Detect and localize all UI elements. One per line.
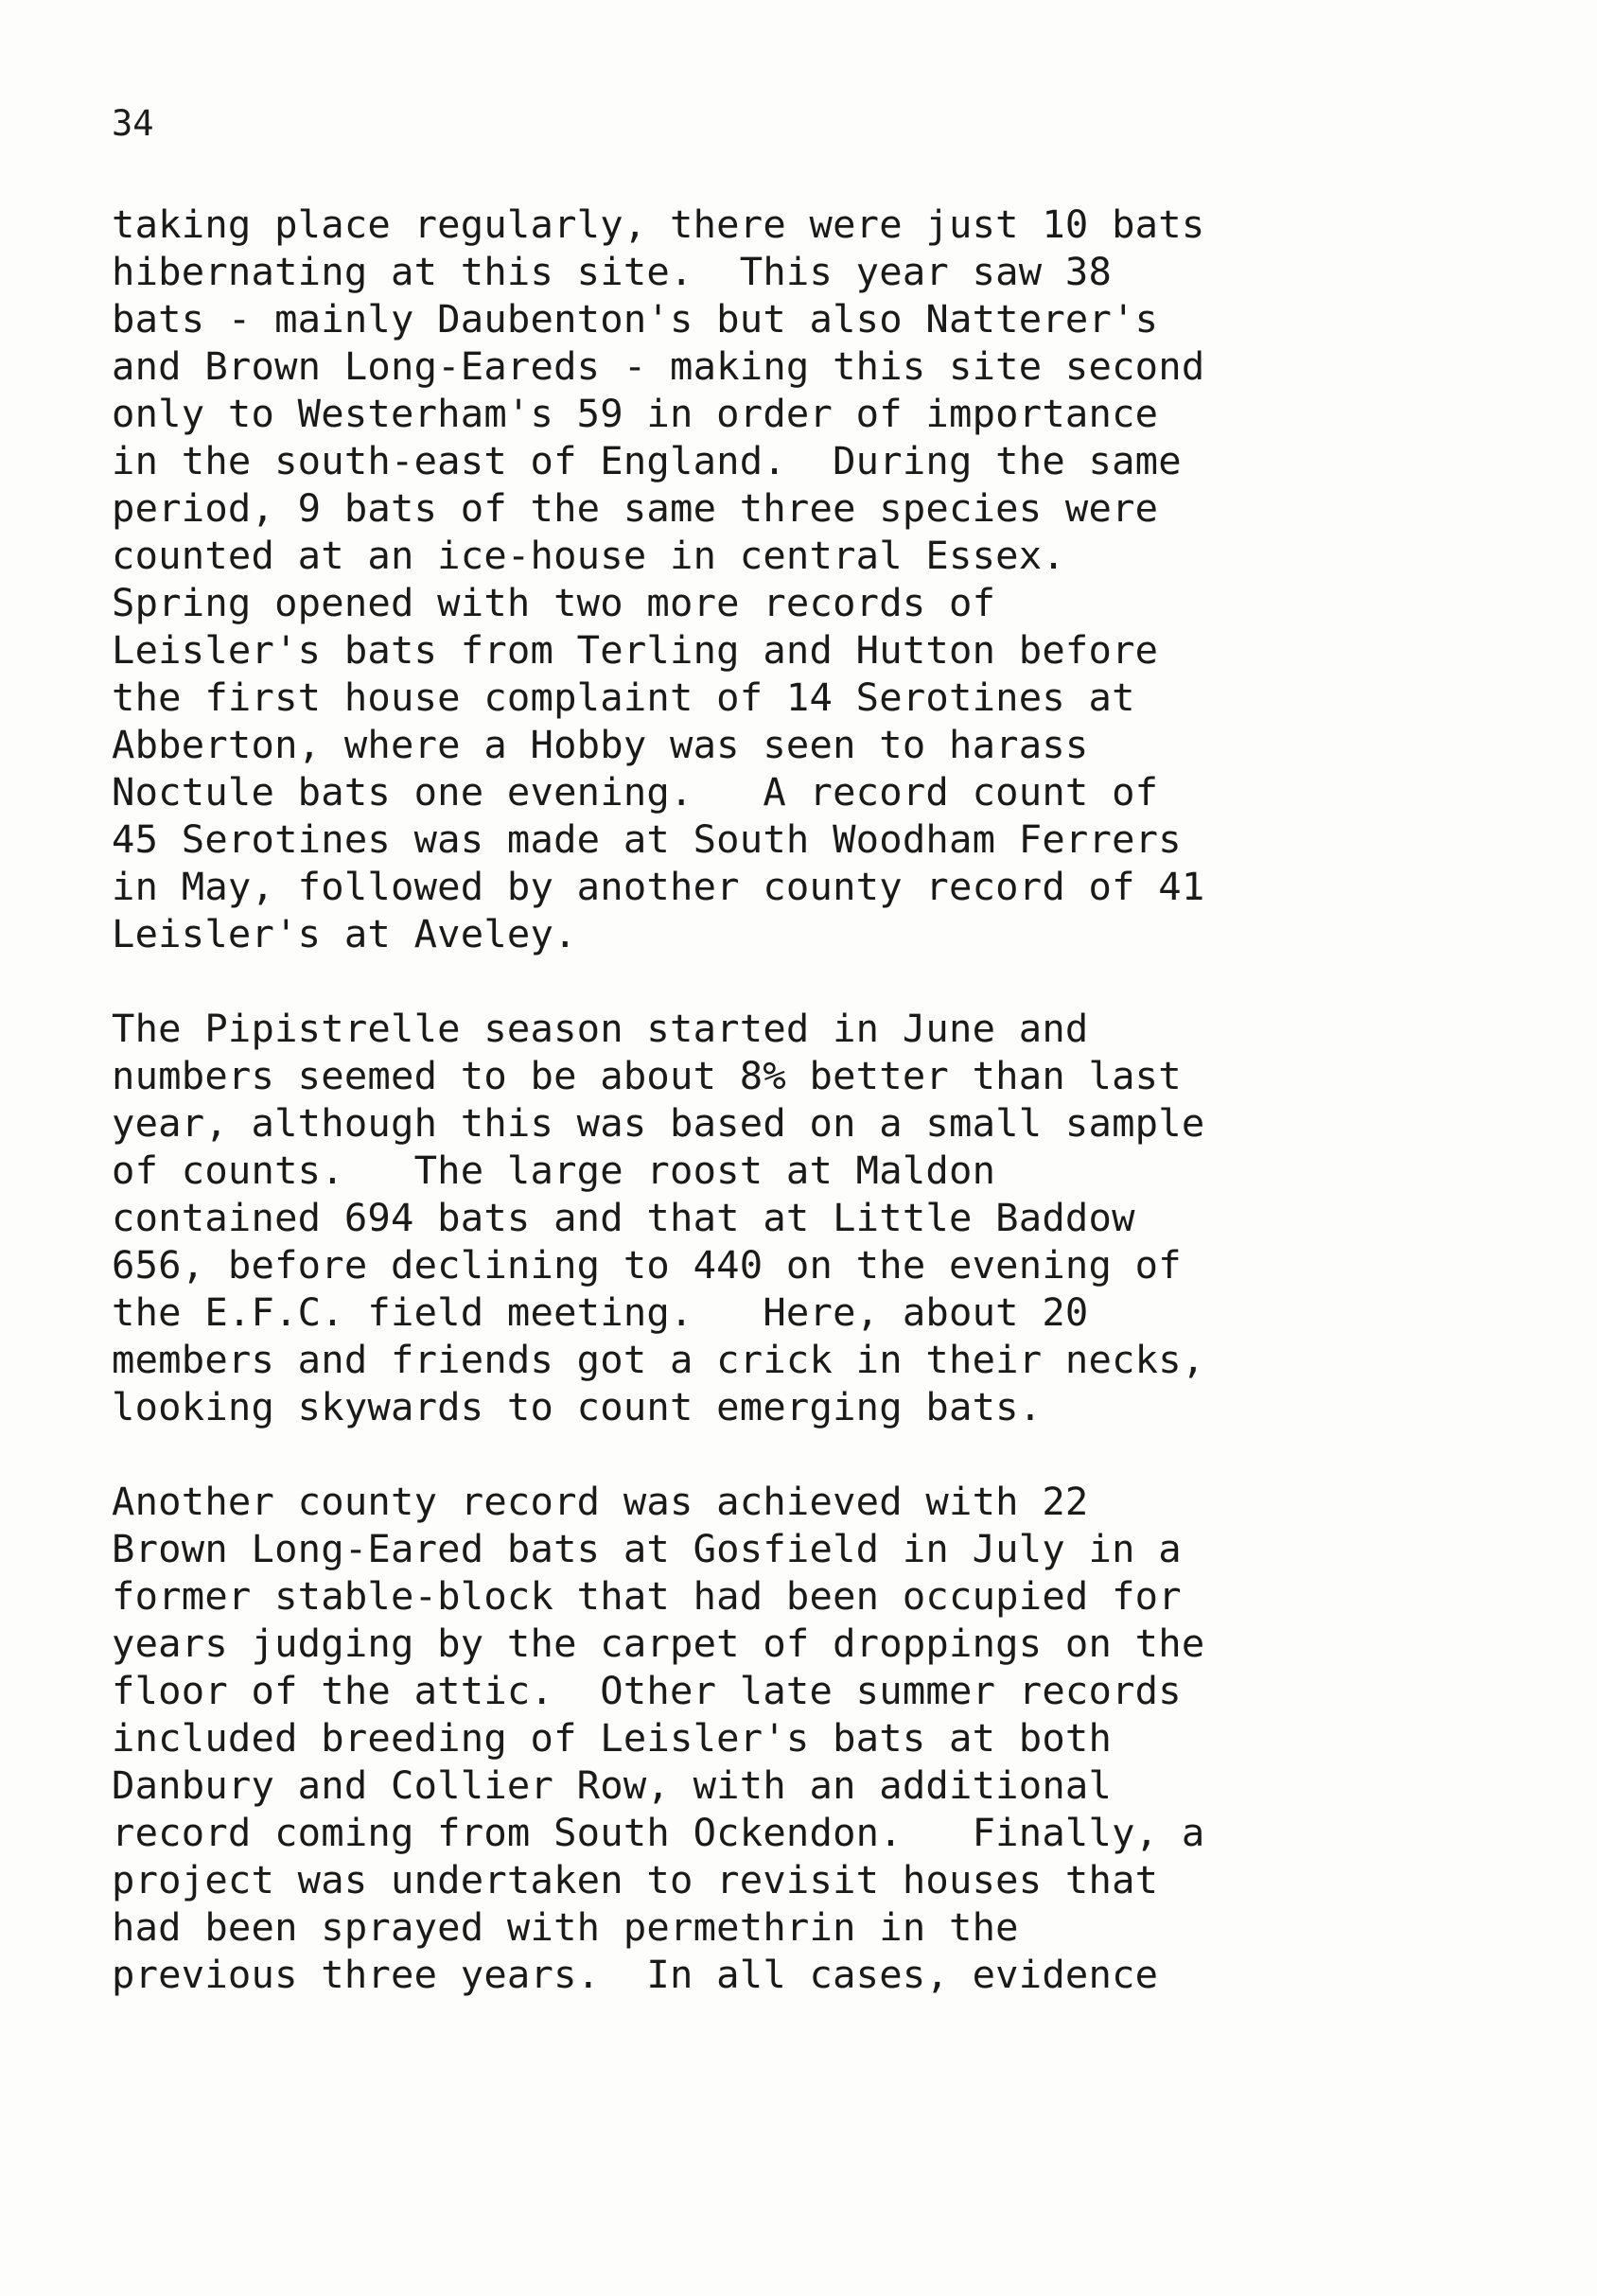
text-line: 45 Serotines was made at South Woodham Ferrers [112, 816, 1182, 862]
text-line: Noctule bats one evening. A record count of [112, 769, 1159, 815]
text-line: of counts. The large roost at Maldon [112, 1148, 996, 1193]
text-line: former stable-block that had been occupied for [112, 1573, 1182, 1619]
text-line: Leisler's bats from Terling and Hutton before [112, 627, 1159, 673]
paragraph-gap [112, 957, 1512, 1005]
text-line: Brown Long-Eared bats at Gosfield in July in a [112, 1526, 1182, 1571]
paragraph-3 [112, 1478, 1512, 1998]
text-line: numbers seemed to be about 8% better than last [112, 1053, 1182, 1098]
text-line: previous three years. In all cases, evidence [112, 1952, 1159, 1997]
text-line: Spring opened with two more records of [112, 580, 996, 625]
paragraph-gap [112, 1430, 1512, 1478]
text-line: had been sprayed with permethrin in the [112, 1904, 1019, 1950]
paragraph-1 [112, 201, 1512, 957]
text-line: and Brown Long-Eareds - making this site second [112, 343, 1205, 389]
text-line: included breeding of Leisler's bats at both [112, 1715, 1113, 1761]
text-line: hibernating at this site. This year saw 38 [112, 249, 1113, 294]
text-line: looking skywards to count emerging bats. [112, 1384, 1043, 1429]
text-line: Danbury and Collier Row, with an additional [112, 1762, 1113, 1808]
text-line: project was undertaken to revisit houses that [112, 1857, 1159, 1902]
text-line: taking place regularly, there were just 10 bats [112, 202, 1205, 247]
text-line: The Pipistrelle season started in June and [112, 1006, 1089, 1051]
text-line: members and friends got a crick in their necks, [112, 1337, 1205, 1382]
page-number: 34 [112, 103, 154, 144]
text-line: contained 694 bats and that at Little Baddow [112, 1195, 1135, 1240]
text-line: bats - mainly Daubenton's but also Natterer's [112, 296, 1159, 342]
text-line: in May, followed by another county record of 41 [112, 864, 1205, 909]
text-line: Abberton, where a Hobby was seen to harass [112, 722, 1089, 767]
text-line: only to Westerham's 59 in order of importance [112, 391, 1159, 436]
text-line: 656, before declining to 440 on the evening of [112, 1242, 1182, 1288]
text-line: the first house complaint of 14 Serotines at [112, 675, 1135, 720]
text-line: record coming from South Ockendon. Finally, a [112, 1810, 1205, 1855]
text-line: year, although this was based on a small sample [112, 1100, 1205, 1146]
text-line: floor of the attic. Other late summer records [112, 1668, 1182, 1713]
paragraph-2 [112, 1005, 1512, 1430]
text-line: in the south-east of England. During the same [112, 438, 1182, 483]
text-line: years judging by the carpet of droppings on the [112, 1621, 1205, 1666]
text-line: counted at an ice-house in central Essex. [112, 533, 1065, 578]
text-line: Leisler's at Aveley. [112, 911, 577, 956]
text-line: the E.F.C. field meeting. Here, about 20 [112, 1289, 1089, 1335]
body-text [112, 201, 1512, 1998]
text-line: Another county record was achieved with 22 [112, 1479, 1089, 1524]
text-line: period, 9 bats of the same three species were [112, 485, 1159, 531]
